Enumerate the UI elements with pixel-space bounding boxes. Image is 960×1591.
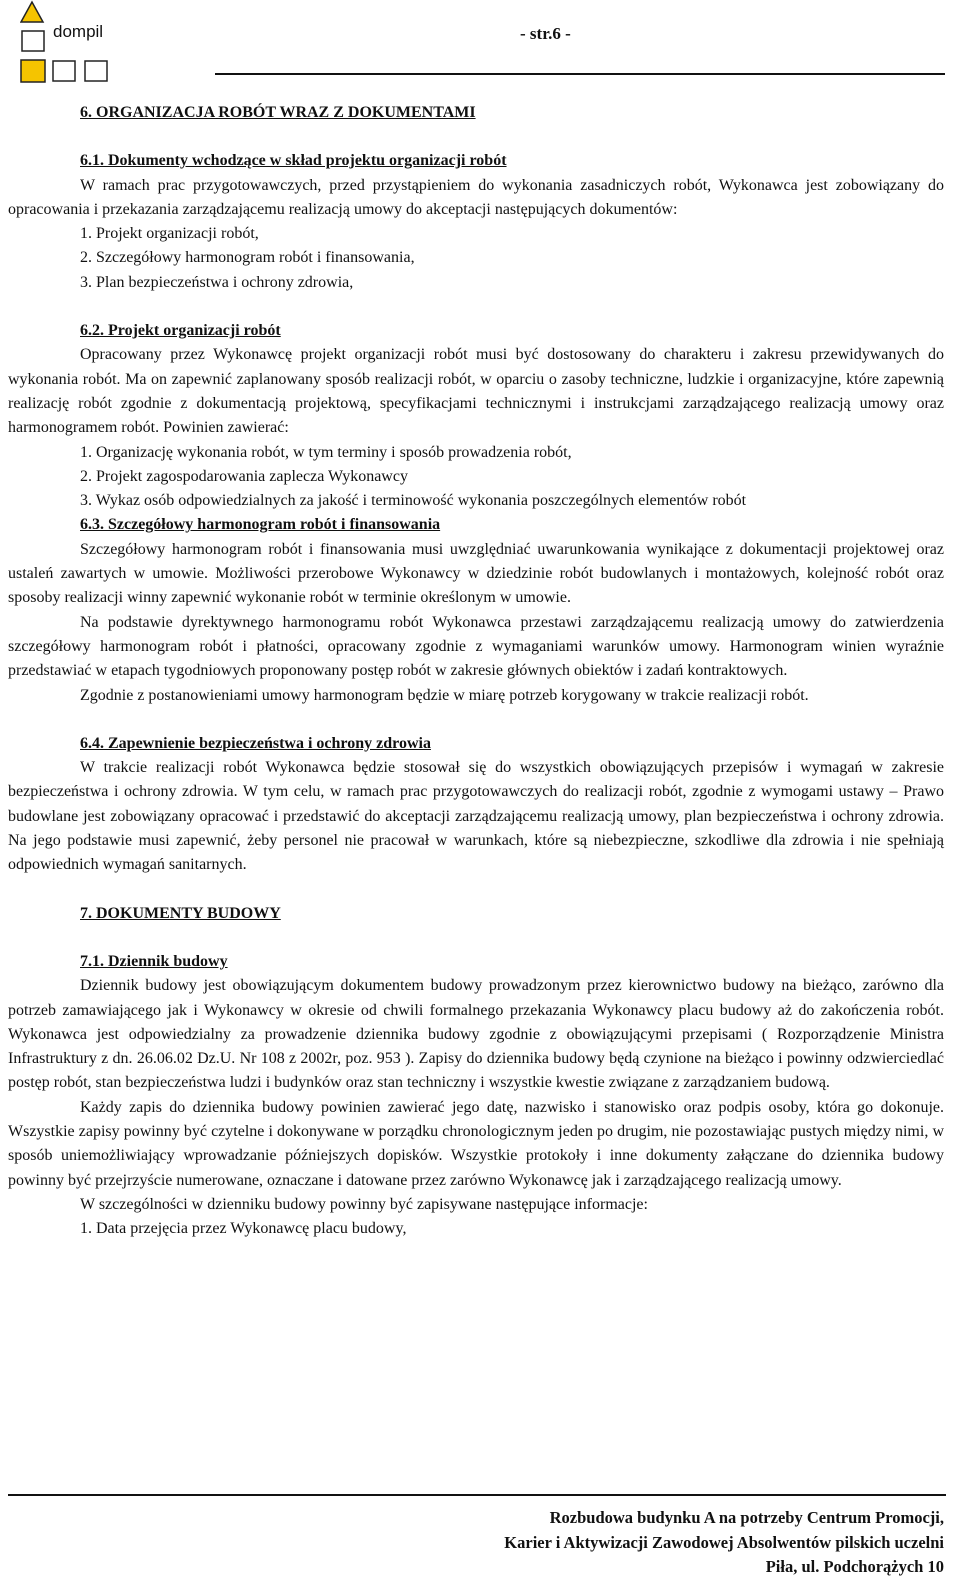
paragraph: Szczegółowy harmonogram robót i finansowania musi uwzględniać uwarunkowania wynikające z dokumentacji projektowej oraz ustaleń zawartych w umowie. Możliwości przerobowe Wykonawcy w dziedzinie robót budowlanych i montażowych, kolejność robót oraz sposoby realizacji winny zapewnić wykonanie robót w terminie określonym w umowie.: [8, 540, 944, 607]
company-logo-icon: [20, 0, 120, 88]
section-6-3-title: 6.3. Szczegółowy harmonogram robót i finansowania: [80, 516, 441, 534]
section-6-2-title: 6.2. Projekt organizacji robót: [80, 322, 281, 340]
page-header: [0, 0, 960, 90]
logo-text: dompil: [53, 22, 104, 41]
footer-line-2: Karier i Aktywizacji Zawodowej Absolwentów pilskich uczelni: [504, 1532, 944, 1552]
page-footer: [504, 1506, 944, 1580]
footer-line-1: Rozbudowa budynku A na potrzeby Centrum Promocji,: [549, 1508, 944, 1527]
paragraph: W szczególności w dzienniku budowy powinny być zapisywane następujące informacje:: [80, 1195, 648, 1213]
paragraph: Zgodnie z postanowieniami umowy harmonogram będzie w miarę potrzeb korygowany w trakcie realizacji robót.: [80, 686, 809, 704]
list-item: 3. Plan bezpieczeństwa i ochrony zdrowia,: [80, 273, 354, 291]
document-body: [8, 101, 944, 1241]
section-7-1-title: 7.1. Dziennik budowy: [80, 952, 228, 970]
paragraph: Opracowany przez Wykonawcę projekt organizacji robót musi być dostosowany do charakteru i zakresu przewidywanych do wykonania robót. Ma on zapewnić zaplanowany sposób realizacji robót, w oparciu o zasoby techniczne, ludzkie i organizacyjne, które zapewnią realizację robót zgodnie z dokumentacją projektową, specyfikacjami technicznymi i instrukcjami zarządzającego realizacją umowy oraz harmonogramem robót. Powinien zawierać:: [8, 346, 944, 437]
footer-line-3: Piła, ul. Podchorążych 10: [765, 1557, 944, 1576]
page-number: - str.6 -: [520, 24, 571, 43]
list-item: 2. Szczegółowy harmonogram robót i finansowania,: [80, 249, 415, 267]
list-item: 1. Organizację wykonania robót, w tym terminy i sposób prowadzenia robót,: [80, 443, 572, 461]
list-item: 3. Wykaz osób odpowiedzialnych za jakość i terminowość wykonania poszczególnych elementów robót: [80, 492, 747, 510]
paragraph: Każdy zapis do dziennika budowy powinien zawierać jego datę, nazwisko i stanowisko oraz podpis osoby, która go dokonuje. Wszystkie zapisy powinny być czytelne i dokonywane w porządku chronologicznym jeden po drugim, nie pozostawiając pustych między nimi, w sposób uniemożliwiający wprowadzanie późniejszych dopisków. Wszystkie protokoły i inne dokumenty załączane do dziennika budowy powinny być przejrzyście numerowane, oznaczane i datowane przez zarówno Wykonawcę jak i zarządzającego realizacją umowy.: [8, 1098, 944, 1189]
footer-divider: [8, 1494, 946, 1496]
paragraph: Na podstawie dyrektywnego harmonogramu robót Wykonawca przestawi zarządzającemu realizacją umowy do zatwierdzenia szczegółowy harmonogram robót i płatności, opracowany zgodnie z wymaganiami warunków umowy. Harmonogram winien wyraźnie przedstawiać w etapach tygodniowych proponowany postęp robót w zakresie głównych obiektów i zadań kontraktowych.: [8, 613, 944, 680]
list-item: 2. Projekt zagospodarowania zaplecza Wykonawcy: [80, 467, 408, 485]
list-item: 1. Data przejęcia przez Wykonawcę placu budowy,: [80, 1220, 407, 1238]
section-7-title: 7. DOKUMENTY BUDOWY: [80, 904, 281, 922]
list-item: 1. Projekt organizacji robót,: [80, 225, 259, 243]
paragraph: Dziennik budowy jest obowiązującym dokumentem budowy prowadzonym przez kierownictwo budowy na bieżąco, zarówno dla potrzeb zamawiającego jak i Wykonawcy w okresie od chwili formalnego przekazania Wykonawcy placu budowy aż do zakończenia robót. Wykonawca jest odpowiedzialny za prowadzenie dziennika budowy zgodnie z obowiązującymi przepisami ( Rozporządzenie Ministra Infrastruktury z dn. 26.06.02 Dz.U. Nr 108 z 2002r, poz. 953 ). Zapisy do dziennika budowy będą czynione na bieżąco i powinny odzwierciedlać postęp robót, stan bezpieczeństwa ludzi i budynków oraz stan techniczny i wszystkie kwestie związane z zarządzaniem budową.: [8, 977, 944, 1092]
section-6-4-title: 6.4. Zapewnienie bezpieczeństwa i ochrony zdrowia: [80, 734, 431, 752]
header-divider: [215, 73, 945, 75]
section-6-title: 6. ORGANIZACJA ROBÓT WRAZ Z DOKUMENTAMI: [80, 104, 476, 121]
section-6-1-title: 6.1. Dokumenty wchodzące w skład projektu organizacji robót: [80, 152, 507, 170]
paragraph: W trakcie realizacji robót Wykonawca będzie stosował się do wszystkich obowiązujących przepisów i wymagań w zakresie bezpieczeństwa i ochrony zdrowia. W tym celu, w ramach prac przygotowawczych do realizacji robót, zgodnie z wymogami ustawy – Prawo budowlane jest zobowiązany opracować i przedstawić do akceptacji zarządzającemu realizacją umowy, plan bezpieczeństwa i ochrony zdrowia. Na jego podstawie musi zapewnić, żeby personel nie pracował w warunkach, które są niebezpieczne, szkodliwe dla zdrowia i nie spełniają odpowiednich wymagań sanitarnych.: [8, 759, 944, 874]
paragraph: W ramach prac przygotowawczych, przed przystąpieniem do wykonania zasadniczych robót, Wykonawca jest zobowiązany do opracowania i przekazania zarządzającemu realizacją umowy do akceptacji następujących dokumentów:: [8, 176, 944, 218]
